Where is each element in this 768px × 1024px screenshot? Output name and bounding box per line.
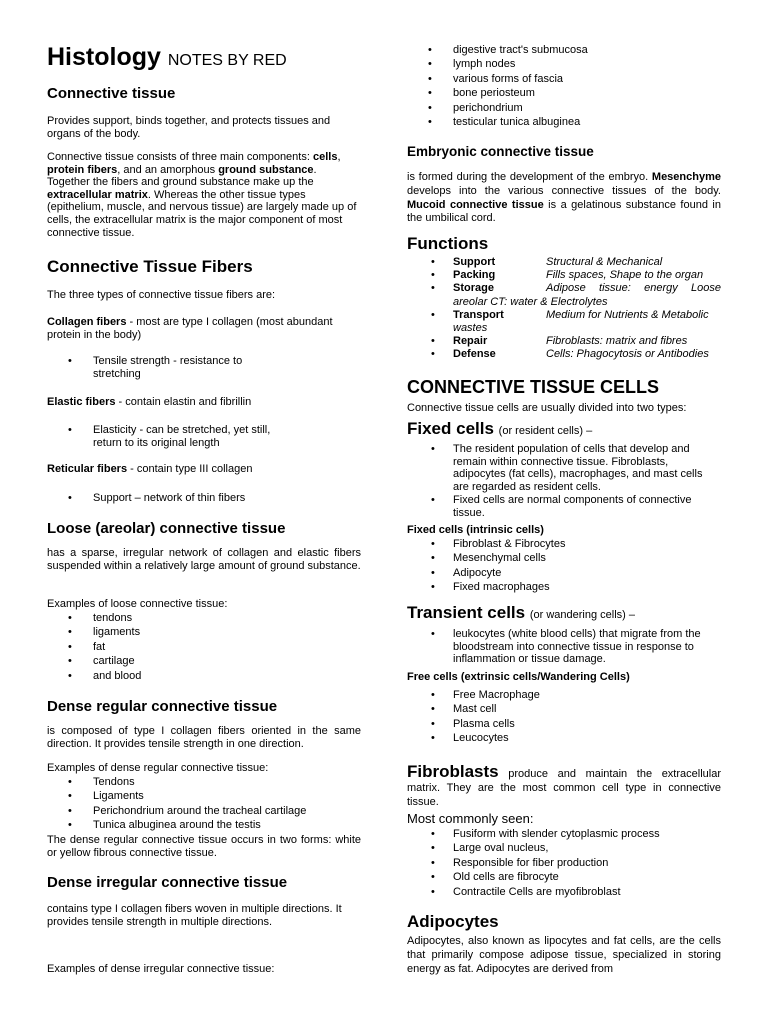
free-cells-label: Free cells (extrinsic cells/Wandering Cells) xyxy=(407,671,630,683)
functions-list xyxy=(407,256,721,362)
collagen-fibers: Collagen fibers - most are type I collagen (most abundant protein in the body) xyxy=(47,316,333,341)
fixed-intrinsic-label: Fixed cells (intrinsic cells) xyxy=(407,524,544,536)
ct-intro: Provides support, binds together, and protects tissues and organs of the body. xyxy=(47,115,331,140)
loose-examples-label: Examples of loose connective tissue: xyxy=(47,598,228,610)
list-item: • Responsible for fiber production xyxy=(407,856,721,870)
heading-embryonic: Embryonic connective tissue xyxy=(407,144,594,159)
loose-desc: has a sparse, irregular network of collagen and elastic fibers suspended within a relatively large amount of ground substance. xyxy=(47,547,361,572)
list-item: • digestive tract's submucosa xyxy=(407,43,721,57)
list-item: • Old cells are fibrocyte xyxy=(407,870,721,884)
list-item: • Tunica albuginea around the testis xyxy=(47,818,361,832)
list-item: • The resident population of cells that develop and remain within connective tissue. Fibroblasts, adipocytes (fat cells), macrophages, and mast cells are regarded as resident cells. xyxy=(407,443,721,493)
embryonic-desc: is formed during the development of the embryo. Mesenchyme develops into the various connective tissues of the body. Mucoid connective tissue is a gelatinous substance found in the umbilical cord. xyxy=(407,171,721,225)
list-item: • lymph nodes xyxy=(407,57,721,71)
list-item: • various forms of fascia xyxy=(407,72,721,86)
list-item: • perichondrium xyxy=(407,101,721,115)
list-item: • Adipocyte xyxy=(407,566,721,580)
fixed-cells-list xyxy=(407,443,721,520)
dense-irregular-desc: contains type I collagen fibers woven in multiple directions. It provides tensile strength in multiple directions. xyxy=(47,903,342,928)
heading-dense-irregular: Dense irregular connective tissue xyxy=(47,874,288,891)
fibers-intro: The three types of connective tissue fibers are: xyxy=(47,289,276,301)
title-sub: NOTES BY RED xyxy=(167,52,287,69)
loose-examples xyxy=(47,611,361,683)
dense-irregular-examples-label: Examples of dense irregular connective tissue: xyxy=(47,963,275,975)
fixed-intrinsic-list xyxy=(407,537,721,595)
list-item: • Elasticity - can be stretched, yet still, return to its original length xyxy=(47,424,361,449)
cells-intro: Connective tissue cells are usually divided into two types: xyxy=(407,402,687,414)
list-item: • Mesenchymal cells xyxy=(407,551,721,565)
function-item: • Packing Fills spaces, Shape to the organ xyxy=(407,269,721,282)
list-item: • Support – network of thin fibers xyxy=(47,492,361,505)
list-item: • Mast cell xyxy=(407,702,721,716)
most-commonly-seen-list xyxy=(407,827,721,899)
function-item: • Defense Cells: Phagocytosis or Antibodies xyxy=(407,348,721,361)
list-item: • cartilage xyxy=(47,654,361,668)
list-item: • and blood xyxy=(47,669,361,683)
heading-adipocytes: Adipocytes xyxy=(407,912,499,931)
list-item: • Free Macrophage xyxy=(407,688,721,702)
list-item: • Plasma cells xyxy=(407,717,721,731)
list-item: • Perichondrium around the tracheal cartilage xyxy=(47,804,361,818)
heading-dense-regular: Dense regular connective tissue xyxy=(47,698,278,715)
collagen-list xyxy=(47,355,361,380)
reticular-list xyxy=(47,492,361,505)
function-item: • Repair Fibroblasts: matrix and fibres xyxy=(407,335,721,348)
function-item: • Transport Medium for Nutrients & Metabolic wastes xyxy=(407,309,721,335)
heading-fibers: Connective Tissue Fibers xyxy=(47,257,253,276)
heading-cells: CONNECTIVE TISSUE CELLS xyxy=(407,377,660,397)
most-commonly-seen-label: Most commonly seen: xyxy=(407,811,534,826)
heading-fixed-cells: Fixed cells (or resident cells) – xyxy=(407,419,593,438)
heading-fibroblasts: Fibroblasts xyxy=(407,762,499,781)
dense-regular-forms: The dense regular connective tissue occurs in two forms: white or yellow fibrous connective tissue. xyxy=(47,834,361,859)
dense-irregular-examples-continued xyxy=(407,43,721,129)
title-main: Histology xyxy=(47,43,161,71)
list-item: • leukocytes (white blood cells) that migrate from the bloodstream into connective tissue in response to inflammation or tissue damage. xyxy=(407,628,721,666)
function-item: • Storage Adipose tissue: energy Loose areolar CT: water & Electrolytes xyxy=(407,282,721,308)
list-item: • Contractile Cells are myofibroblast xyxy=(407,885,721,899)
list-item: • Fixed cells are normal components of connective tissue. xyxy=(407,494,721,519)
page-title xyxy=(47,43,361,75)
heading-transient-cells: Transient cells (or wandering cells) – xyxy=(407,603,636,622)
list-item: • ligaments xyxy=(47,625,361,639)
heading-functions: Functions xyxy=(407,234,489,253)
heading-loose: Loose (areolar) connective tissue xyxy=(47,520,286,537)
list-item: • Fixed macrophages xyxy=(407,580,721,594)
list-item: • testicular tunica albuginea xyxy=(407,115,721,129)
dense-regular-desc: is composed of type I collagen fibers oriented in the same direction. It provides tensile strength in one direction. xyxy=(47,725,361,750)
list-item: • Large oval nucleus, xyxy=(407,841,721,855)
list-item: • bone periosteum xyxy=(407,86,721,100)
function-item: • Support Structural & Mechanical xyxy=(407,256,721,269)
list-item: • Fibroblast & Fibrocytes xyxy=(407,537,721,551)
list-item: • fat xyxy=(47,640,361,654)
heading-connective-tissue: Connective tissue xyxy=(47,85,176,102)
reticular-fibers: Reticular fibers - contain type III collagen xyxy=(47,463,253,475)
fibroblasts-paragraph: Fibroblasts produce and maintain the extracellular matrix. They are the most common cell type in connective tissue. xyxy=(407,762,721,808)
list-item: • Fusiform with slender cytoplasmic process xyxy=(407,827,721,841)
elastic-list xyxy=(47,424,361,449)
transient-cells-list xyxy=(407,628,721,666)
elastic-fibers: Elastic fibers - contain elastin and fibrillin xyxy=(47,396,252,408)
dense-regular-examples-label: Examples of dense regular connective tissue: xyxy=(47,762,269,774)
list-item: • Tensile strength - resistance to stretching xyxy=(47,355,361,380)
ct-components-paragraph: Connective tissue consists of three main components: cells, protein fibers, and an amorphous ground substance. Together the fibers and ground substance make up the extracellular matrix. Whereas the other tissue types (epithelium, muscle, and nervous tissue) are largely made up of cells, the extracellular matrix is the major component of most connective tissue. xyxy=(47,151,357,239)
free-cells-list xyxy=(407,688,721,746)
list-item: • tendons xyxy=(47,611,361,625)
dense-regular-examples xyxy=(47,775,361,833)
list-item: • Tendons xyxy=(47,775,361,789)
list-item: • Ligaments xyxy=(47,789,361,803)
list-item: • Leucocytes xyxy=(407,731,721,745)
adipocytes-paragraph: Adipocytes, also known as lipocytes and fat cells, are the cells that primarily compose adipose tissue, specialized in storing energy as fat. Adipocytes are derived from xyxy=(407,935,721,975)
